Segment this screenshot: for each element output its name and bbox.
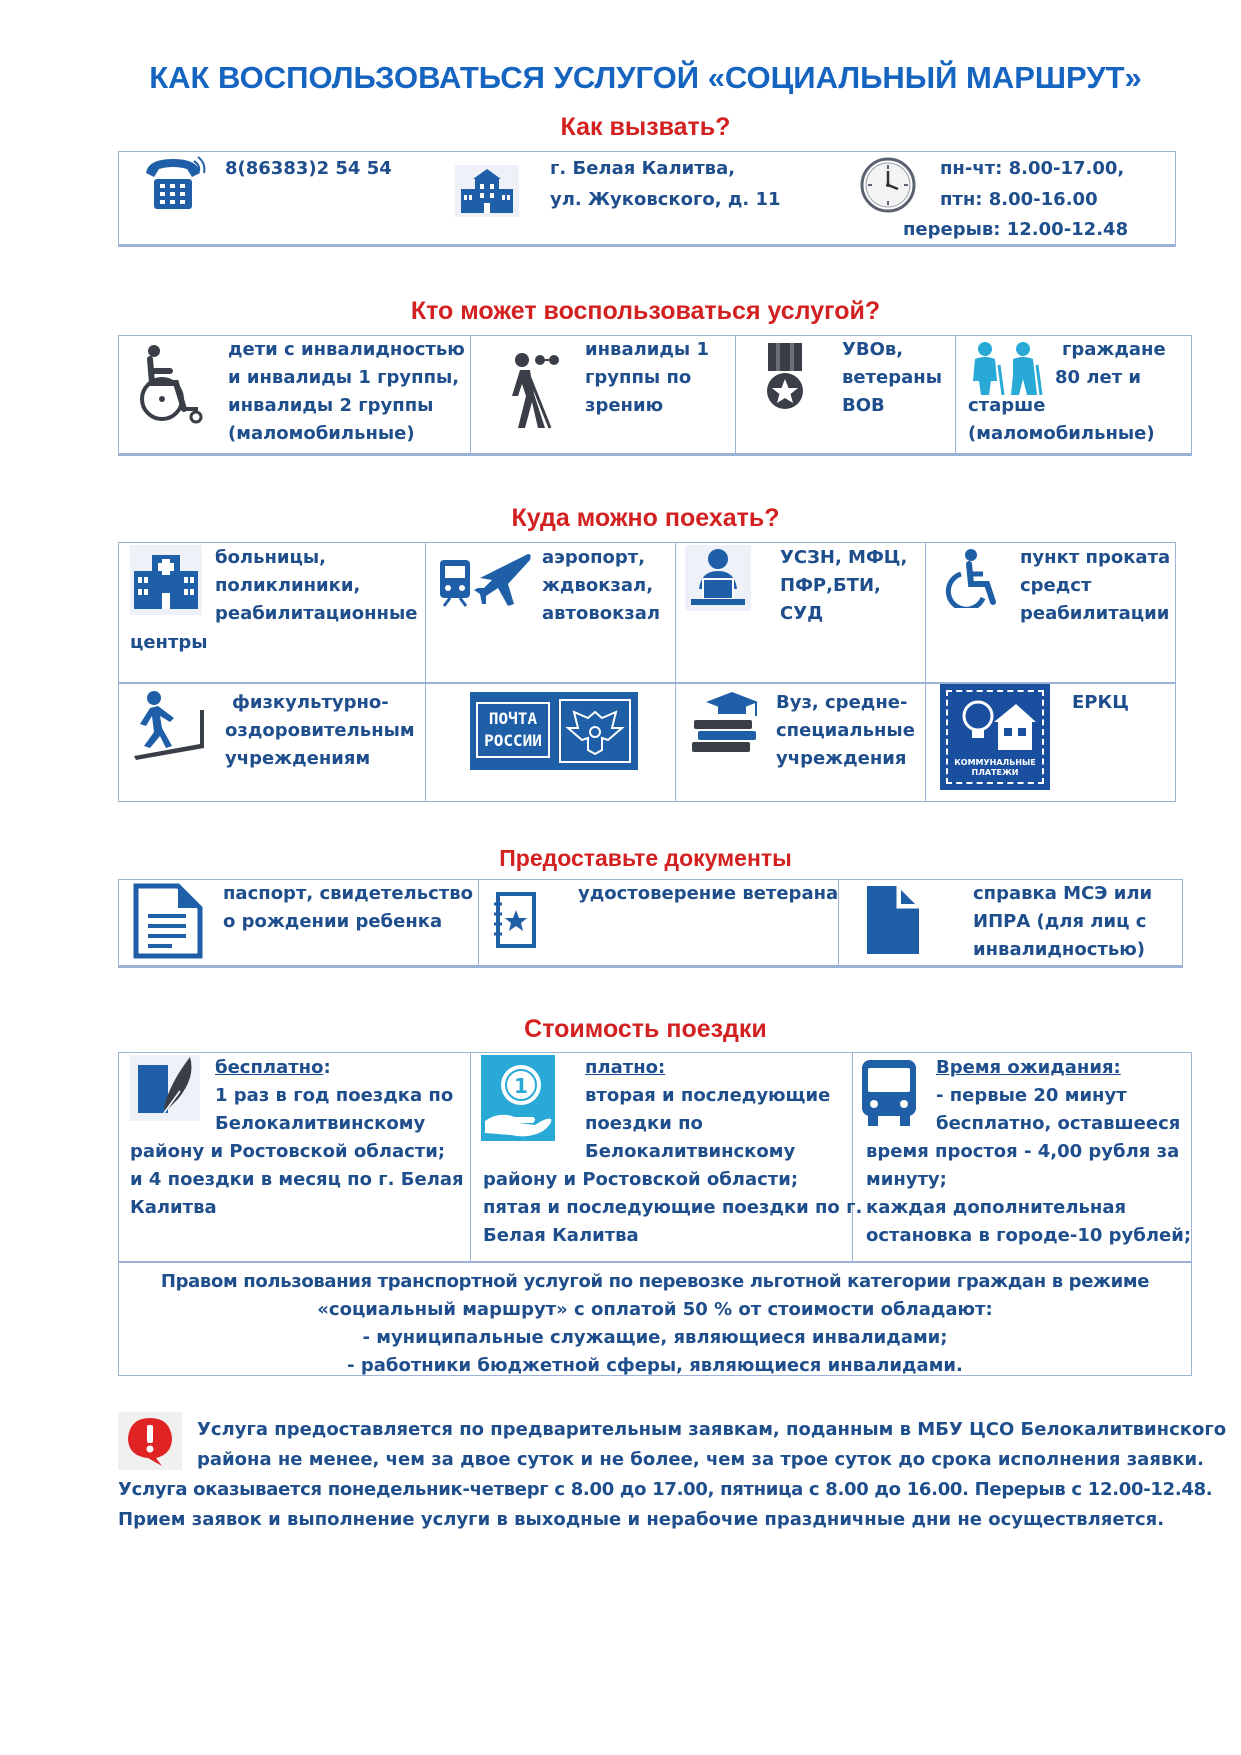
where-item-5-line-1: физкультурно- — [232, 692, 389, 713]
coin-hand-icon — [481, 1055, 555, 1141]
call-heading: Как вызвать? — [560, 113, 731, 141]
paid-line-2: поездки по — [585, 1113, 703, 1134]
discount-line-3: - муниципальные служащие, являющиеся инвалидами; — [362, 1327, 948, 1348]
telephone-icon — [140, 153, 210, 213]
clock-icon — [860, 157, 916, 213]
waiting-line-5: каждая дополнительная — [866, 1197, 1127, 1218]
page-title: КАК ВОСПОЛЬЗОВАТЬСЯ УСЛУГОЙ «СОЦИАЛЬНЫЙ МАРШРУТ» — [149, 60, 1142, 95]
hours-line-3: перерыв: 12.00-12.48 — [903, 219, 1129, 240]
document-icon — [132, 882, 204, 960]
free-line-4: и 4 поездки в месяц по г. Белая — [130, 1169, 464, 1190]
where-item-2-line-2: ждвокзал, — [542, 575, 654, 596]
waiting-line-6: остановка в городе-10 рублей; — [866, 1225, 1192, 1246]
waiting-line-3: время простоя - 4,00 рубля за — [866, 1141, 1180, 1162]
documents-item-3-line-1: справка МСЭ или — [973, 883, 1153, 904]
free-line-3: району и Ростовской области; — [130, 1141, 446, 1162]
who-item-2-line-2: группы по — [585, 367, 692, 388]
documents-item-1-line-1: паспорт, свидетельство — [223, 883, 473, 904]
notice-line-4: Прием заявок и выполнение услуги в выходные и нерабочие праздничные дни не осуществляется. — [118, 1509, 1165, 1530]
documents-item-3-line-2: ИПРА (для лиц с — [973, 911, 1147, 932]
where-item-4-line-1: пункт проката — [1020, 547, 1171, 568]
graduation-books-icon — [688, 690, 768, 754]
utility-payments-stamp — [940, 684, 1050, 790]
where-item-7-line-1: Вуз, средне- — [776, 692, 908, 713]
where-item-3-line-3: СУД — [780, 603, 824, 624]
post-logo-line-1: ПОЧТА — [488, 709, 538, 728]
who-item-4-line-1: граждане — [1062, 339, 1166, 360]
who-item-1-line-1: дети с инвалидностью — [228, 339, 465, 360]
address-line-2: ул. Жуковского, д. 11 — [550, 189, 781, 210]
feather-icon — [130, 1055, 200, 1121]
who-item-1-line-4: (маломобильные) — [228, 423, 415, 444]
who-item-4-line-3: старше — [968, 395, 1046, 416]
free-label-line — [215, 1054, 331, 1082]
waiting-label: Время ожидания: — [936, 1057, 1121, 1078]
phone-number[interactable]: 8(86383)2 54 54 — [225, 158, 392, 179]
russian-post-logo — [470, 692, 638, 770]
who-item-2-line-1: инвалиды 1 — [585, 339, 709, 360]
accessibility-icon — [945, 548, 1001, 608]
bus-icon — [860, 1058, 918, 1128]
where-item-1-line-3: реабилитационные — [215, 603, 418, 624]
where-item-7-line-2: специальные — [776, 720, 915, 741]
where-item-3-line-1: УСЗН, МФЦ, — [780, 547, 908, 568]
paid-line-1: вторая и последующие — [585, 1085, 831, 1106]
paid-line-4: району и Ростовской области; — [483, 1169, 799, 1190]
where-item-1-line-2: поликлиники, — [215, 575, 361, 596]
stamp-line-2: ПЛАТЕЖИ — [971, 768, 1019, 777]
free-line-5: Калитва — [130, 1197, 217, 1218]
paid-line-5: пятая и последующие поездки по г. — [483, 1197, 863, 1218]
free-label-colon: : — [323, 1057, 331, 1078]
discount-line-4: - работники бюджетной сферы, являющиеся инвалидами. — [347, 1355, 963, 1376]
where-item-5-line-2: оздоровительным — [225, 720, 415, 741]
post-logo-line-2: РОССИИ — [484, 731, 542, 750]
paid-label-line — [585, 1054, 665, 1082]
discount-line-1: Правом пользования транспортной услугой по перевозке льготной категории граждан в режиме — [160, 1271, 1150, 1292]
wheelchair-icon — [132, 343, 212, 425]
notebook-star-icon — [492, 892, 538, 948]
documents-item-1-line-2: о рождении ребенка — [223, 911, 443, 932]
waiting-label-line — [936, 1054, 1121, 1082]
where-item-1-line-4: центры — [130, 632, 208, 653]
treadmill-icon — [130, 690, 210, 760]
documents-heading: Предоставьте документы — [499, 845, 792, 871]
waiting-line-2: бесплатно, оставшееся — [936, 1113, 1181, 1134]
blind-person-icon — [500, 350, 562, 430]
documents-item-3-line-3: инвалидностью) — [973, 939, 1145, 960]
stamp-line-1: КОММУНАЛЬНЫЕ — [954, 758, 1036, 767]
discount-line-2: «социальный маршрут» с оплатой 50 % от стоимости обладают: — [317, 1299, 993, 1320]
address-line-1: г. Белая Калитва, — [550, 158, 736, 179]
hours-line-1: пн-чт: 8.00-17.00, — [940, 158, 1125, 179]
notice-line-1: Услуга предоставляется по предварительным заявкам, поданным в МБУ ЦСО Белокалитвинского — [197, 1419, 1227, 1440]
who-item-1-line-3: инвалиды 2 группы — [228, 395, 434, 416]
who-item-3-line-1: УВОв, — [842, 339, 904, 360]
where-item-4-line-2: средст — [1020, 575, 1092, 596]
where-item-8-line-1: ЕРКЦ — [1072, 692, 1129, 713]
who-item-4-line-4: (маломобильные) — [968, 423, 1155, 444]
waiting-line-4: минуту; — [866, 1169, 947, 1190]
documents-item-2-line-1: удостоверение ветерана — [578, 883, 839, 904]
free-line-1: 1 раз в год поездка по — [215, 1085, 454, 1106]
svg-text:1: 1 — [514, 1074, 528, 1098]
free-label: бесплатно — [215, 1057, 324, 1078]
who-item-1-line-2: и инвалиды 1 группы, — [228, 367, 460, 388]
notice-line-3: Услуга оказывается понедельник-четверг с 8.00 до 17.00, пятница с 8.00 до 16.00. Перерыв с 12.00-12.48. — [118, 1479, 1213, 1500]
file-icon — [865, 884, 921, 956]
who-item-2-line-3: зрению — [585, 395, 664, 416]
office-worker-icon — [685, 545, 751, 611]
free-line-2: Белокалитвинскому — [215, 1113, 426, 1134]
train-plane-icon — [440, 548, 532, 608]
waiting-line-1: - первые 20 минут — [936, 1085, 1127, 1106]
where-heading: Куда можно поехать? — [511, 504, 780, 532]
who-item-3-line-3: ВОВ — [842, 395, 885, 416]
who-heading: Кто может воспользоваться услугой? — [410, 297, 881, 325]
where-item-5-line-3: учреждениям — [225, 748, 371, 769]
eagle-emblem-icon — [558, 698, 632, 764]
where-item-2-line-1: аэропорт, — [542, 547, 646, 568]
who-item-4-line-2: 80 лет и — [1055, 367, 1142, 388]
notice-line-2: района не менее, чем за двое суток и не более, чем за трое суток до срока исполнения заявки. — [197, 1449, 1204, 1470]
where-item-2-line-3: автовокзал — [542, 603, 661, 624]
paid-line-6: Белая Калитва — [483, 1225, 639, 1246]
medal-icon — [762, 343, 808, 415]
hours-line-2: птн: 8.00-16.00 — [940, 189, 1098, 210]
building-icon — [455, 165, 519, 217]
where-item-7-line-3: учреждения — [776, 748, 907, 769]
paid-label: платно: — [585, 1057, 666, 1078]
paid-line-3: Белокалитвинскому — [585, 1141, 796, 1162]
cost-heading: Стоимость поездки — [524, 1015, 767, 1043]
where-item-1-line-1: больницы, — [215, 547, 327, 568]
where-item-4-line-3: реабилитации — [1020, 603, 1170, 624]
where-item-3-line-2: ПФР,БТИ, — [780, 575, 881, 596]
hospital-icon — [130, 545, 202, 615]
elderly-couple-icon — [967, 341, 1043, 395]
who-item-3-line-2: ветераны — [842, 367, 942, 388]
house-bulb-icon — [954, 696, 1036, 752]
exclamation-icon — [118, 1412, 182, 1470]
